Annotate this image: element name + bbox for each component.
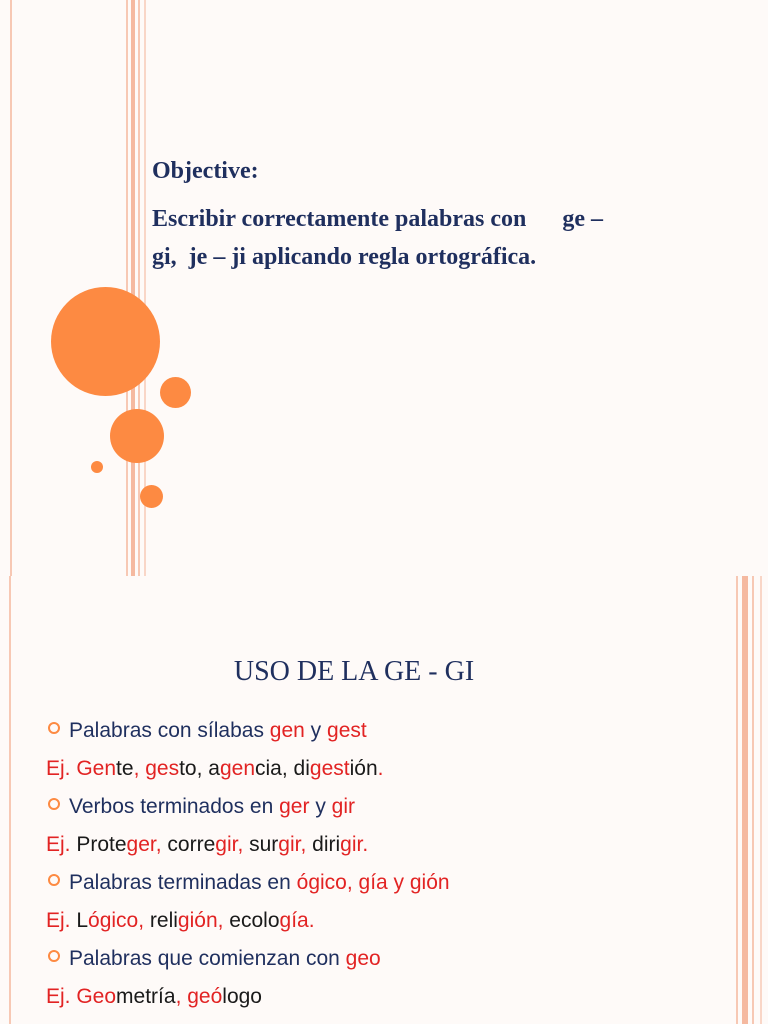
highlight: Gen — [76, 757, 117, 780]
text: metría — [116, 985, 176, 1008]
ej-label: Ej. — [46, 757, 77, 780]
tiny-circle — [140, 485, 163, 508]
ej-label: Ej. — [46, 909, 77, 932]
text: ión — [349, 757, 378, 780]
text: reli — [144, 909, 178, 932]
highlight: . — [377, 757, 384, 780]
objective-heading: Objective: — [152, 158, 259, 184]
highlight: ógico, gía y gión — [296, 871, 450, 894]
highlight: geo — [345, 947, 381, 970]
stripe-4 — [138, 0, 140, 576]
example-line-4 — [46, 978, 726, 1016]
highlight: ógico, — [88, 909, 145, 932]
rule-item-geo — [46, 940, 726, 978]
text: Palabras terminadas en — [69, 871, 297, 894]
text: sur — [243, 833, 279, 856]
highlight: gir, — [278, 833, 307, 856]
bullet-icon — [48, 874, 60, 886]
stripe-right-1 — [736, 576, 738, 1024]
example-line-1 — [46, 750, 726, 788]
text: ecolo — [223, 909, 280, 932]
bullet-icon — [48, 950, 60, 962]
highlight: gest — [309, 757, 350, 780]
highlight: gen — [269, 719, 305, 742]
stripe-left — [9, 576, 11, 1024]
ej-label: Ej. — [46, 833, 77, 856]
highlight: geó — [187, 985, 223, 1008]
objective-line-1: Escribir correctamente palabras con ge – — [152, 206, 604, 232]
text: diri — [306, 833, 341, 856]
highlight: gía. — [279, 909, 315, 932]
text: cia — [255, 757, 282, 780]
rules-list — [46, 712, 726, 1016]
highlight: , — [133, 757, 146, 780]
medium-circle — [110, 409, 164, 463]
slide-title: USO DE LA GE - GI — [233, 656, 475, 687]
text: Palabras con sílabas — [69, 719, 270, 742]
highlight: , — [175, 985, 188, 1008]
objective-body — [152, 200, 732, 276]
highlight: gest — [327, 719, 367, 742]
stripe-1 — [10, 0, 12, 576]
rule-item-ogico-gia-gion — [46, 864, 726, 902]
text: y — [304, 719, 328, 742]
highlight: ger, — [126, 833, 162, 856]
ej-label: Ej. — [46, 985, 77, 1008]
dot-circle — [91, 461, 103, 473]
highlight: ger — [279, 795, 310, 818]
highlight: gir. — [340, 833, 369, 856]
stripe-2 — [126, 0, 128, 576]
highlight: Geo — [76, 985, 117, 1008]
stripe-right-3 — [752, 576, 754, 1024]
stripe-right-2 — [742, 576, 748, 1024]
rule-item-ger-gir — [46, 788, 726, 826]
text: corre — [161, 833, 216, 856]
bullet-icon — [48, 722, 60, 734]
large-circle — [51, 287, 160, 396]
highlight: gir — [331, 795, 355, 818]
stripe-right-4 — [760, 576, 762, 1024]
small-circle — [160, 377, 191, 408]
text: y — [309, 795, 332, 818]
bullet-icon — [48, 798, 60, 810]
text: , di — [281, 757, 310, 780]
rule-item-gen-gest — [46, 712, 726, 750]
text: te — [116, 757, 134, 780]
example-line-2 — [46, 826, 726, 864]
text: Prote — [76, 833, 127, 856]
stripe-3 — [131, 0, 135, 576]
highlight: gión, — [177, 909, 224, 932]
text: Verbos terminados en — [69, 795, 280, 818]
objective-line-2: gi, je – ji aplicando regla ortográfica. — [152, 244, 537, 270]
highlight: gir, — [215, 833, 244, 856]
text: Palabras que comienzan con — [69, 947, 346, 970]
text: L — [76, 909, 89, 932]
text: logo — [222, 985, 262, 1008]
example-line-3 — [46, 902, 726, 940]
highlight: gen — [219, 757, 256, 780]
text: , a — [196, 757, 220, 780]
text: to — [179, 757, 197, 780]
highlight: ges — [145, 757, 180, 780]
